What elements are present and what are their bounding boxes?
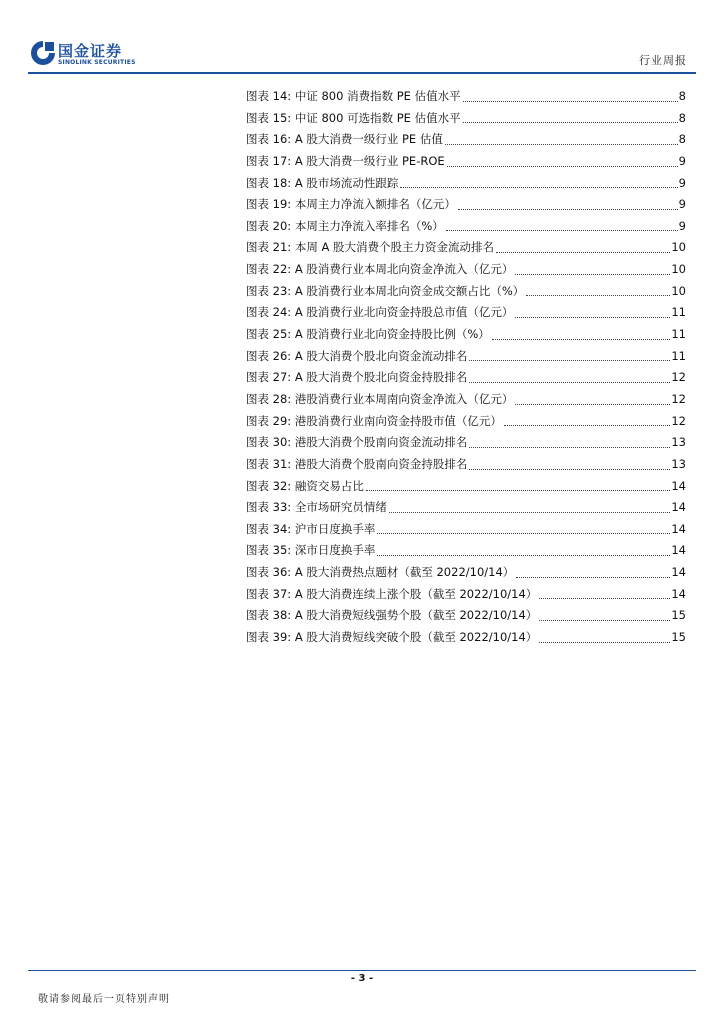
header-divider [28,72,696,74]
toc-dot-leader [504,424,671,426]
toc-dot-leader [400,186,677,188]
toc-entry-page: 14 [671,478,686,493]
toc-entry[interactable] [246,519,686,541]
toc-entry-label: 图表 21: 本周 A 股大消费个股主力资金流动排名 [246,240,494,255]
toc-entry-label: 图表 35: 深市日度换手率 [246,543,376,558]
toc-dot-leader [377,554,670,556]
toc-dot-leader [539,619,670,621]
toc-entry-label: 图表 28: 港股消费行业本周南向资金净流入（亿元） [246,391,514,406]
toc-entry-label: 图表 20: 本周主力净流入率排名（%） [246,218,444,233]
toc-dot-leader [526,294,670,296]
toc-entry-page: 14 [671,521,686,536]
toc-entry[interactable] [246,173,686,195]
toc-entry[interactable] [246,411,686,433]
toc-entry[interactable] [246,259,686,281]
toc-entry[interactable] [246,367,686,389]
toc-entry-page: 14 [671,586,686,601]
toc-entry-page: 9 [678,197,686,212]
toc-dot-leader [516,576,670,578]
toc-dot-leader [469,468,670,470]
toc-entry[interactable] [246,237,686,259]
toc-entry-label: 图表 27: A 股大消费个股北向资金持股排名 [246,370,468,385]
toc-dot-leader [447,165,678,167]
toc-entry[interactable] [246,432,686,454]
toc-entry-page: 14 [671,543,686,558]
toc-dot-leader [389,511,671,513]
toc-entry-page: 10 [671,283,686,298]
toc-entry[interactable] [246,627,686,649]
toc-entry-page: 15 [671,608,686,623]
toc-entry-label: 图表 22: A 股消费行业本周北向资金净流入（亿元） [246,262,514,277]
toc-entry-label: 图表 37: A 股大消费连续上涨个股（截至 2022/10/14） [246,586,538,601]
toc-entry[interactable] [246,584,686,606]
sinolink-logo-icon [30,40,56,66]
toc-entry-label: 图表 24: A 股消费行业北向资金持股总市值（亿元） [246,305,514,320]
page-header [0,0,724,80]
toc-dot-leader [446,229,678,231]
toc-dot-leader [515,403,670,405]
toc-entry[interactable] [246,497,686,519]
toc-entry-page: 12 [671,413,686,428]
toc-dot-leader [515,273,670,275]
toc-entry-label: 图表 18: A 股市场流动性跟踪 [246,175,399,190]
toc-entry-label: 图表 26: A 股大消费个股北向资金流动排名 [246,348,468,363]
page-number: - 3 - [350,973,374,984]
toc-dot-leader [469,381,670,383]
toc-dot-leader [469,446,670,448]
toc-entry-label: 图表 34: 沪市日度换手率 [246,521,376,536]
toc-entry-page: 12 [671,370,686,385]
toc-entry-label: 图表 36: A 股大消费热点题材（截至 2022/10/14） [246,565,515,580]
toc-dot-leader [539,597,670,599]
toc-entry-label: 图表 14: 中证 800 消费指数 PE 估值水平 [246,88,461,103]
toc-entry[interactable] [246,476,686,498]
toc-entry[interactable] [246,129,686,151]
toc-entry[interactable] [246,540,686,562]
toc-entry-label: 图表 17: A 股大消费一级行业 PE-ROE [246,153,445,168]
toc-entry[interactable] [246,194,686,216]
logo-chinese-name: 国金证券 [58,42,123,60]
toc-dot-leader [515,316,670,318]
toc-entry-page: 11 [671,327,686,342]
toc-entry[interactable] [246,346,686,368]
toc-dot-leader [445,143,678,145]
toc-entry-label: 图表 16: A 股大消费一级行业 PE 估值 [246,132,443,147]
toc-entry-label: 图表 38: A 股大消费短线强势个股（截至 2022/10/14） [246,608,538,623]
table-of-figures [246,86,686,649]
toc-entry-page: 10 [671,240,686,255]
toc-entry-label: 图表 39: A 股大消费短线突破个股（截至 2022/10/14） [246,630,538,644]
toc-entry[interactable] [246,454,686,476]
toc-entry[interactable] [246,562,686,584]
toc-entry[interactable] [246,86,686,108]
toc-entry-label: 图表 29: 港股消费行业南向资金持股市值（亿元） [246,413,502,428]
toc-entry-page: 8 [678,88,686,103]
toc-entry-page: 9 [678,218,686,233]
toc-dot-leader [366,489,671,491]
toc-entry-page: 8 [678,110,686,125]
toc-entry-page: 10 [671,262,686,277]
toc-entry[interactable] [246,108,686,130]
toc-entry-page: 8 [678,132,686,147]
toc-entry-label: 图表 32: 融资交易占比 [246,478,364,493]
toc-entry-page: 14 [671,565,686,580]
toc-entry-page: 9 [678,153,686,168]
toc-dot-leader [496,251,670,253]
toc-dot-leader [492,338,671,340]
toc-entry-label: 图表 19: 本周主力净流入额排名（亿元） [246,197,456,212]
toc-entry-label: 图表 33: 全市场研究员情绪 [246,500,387,515]
company-logo [30,38,140,72]
toc-entry[interactable] [246,216,686,238]
logo-english-name: SINOLINK SECURITIES [58,59,136,66]
toc-dot-leader [539,641,670,643]
toc-entry-label: 图表 25: A 股消费行业北向资金持股比例（%） [246,327,490,342]
toc-entry[interactable] [246,302,686,324]
toc-entry-page: 13 [671,456,686,471]
toc-entry-page: 14 [671,500,686,515]
toc-entry-label: 图表 31: 港股大消费个股南向资金持股排名 [246,456,468,471]
toc-dot-leader [463,121,678,123]
disclaimer-note: 敬请参阅最后一页特别声明 [38,994,170,1005]
toc-dot-leader [463,100,678,102]
footer-divider [28,970,696,971]
toc-dot-leader [458,208,678,210]
toc-entry-page: 15 [671,630,686,644]
report-type-label: 行业周报 [639,54,687,67]
toc-entry-label: 图表 15: 中证 800 可选指数 PE 估值水平 [246,110,461,125]
toc-entry-label: 图表 30: 港股大消费个股南向资金流动排名 [246,435,468,450]
toc-entry-page: 13 [671,435,686,450]
toc-entry[interactable] [246,389,686,411]
toc-entry[interactable] [246,151,686,173]
toc-entry[interactable] [246,281,686,303]
toc-dot-leader [469,359,670,361]
toc-dot-leader [377,532,670,534]
toc-entry-label: 图表 23: A 股消费行业本周北向资金成交额占比（%） [246,283,525,298]
toc-entry-page: 9 [678,175,686,190]
toc-entry[interactable] [246,324,686,346]
toc-entry-page: 11 [671,305,686,320]
toc-entry[interactable] [246,605,686,627]
toc-entry-page: 12 [671,391,686,406]
toc-entry-page: 11 [671,348,686,363]
